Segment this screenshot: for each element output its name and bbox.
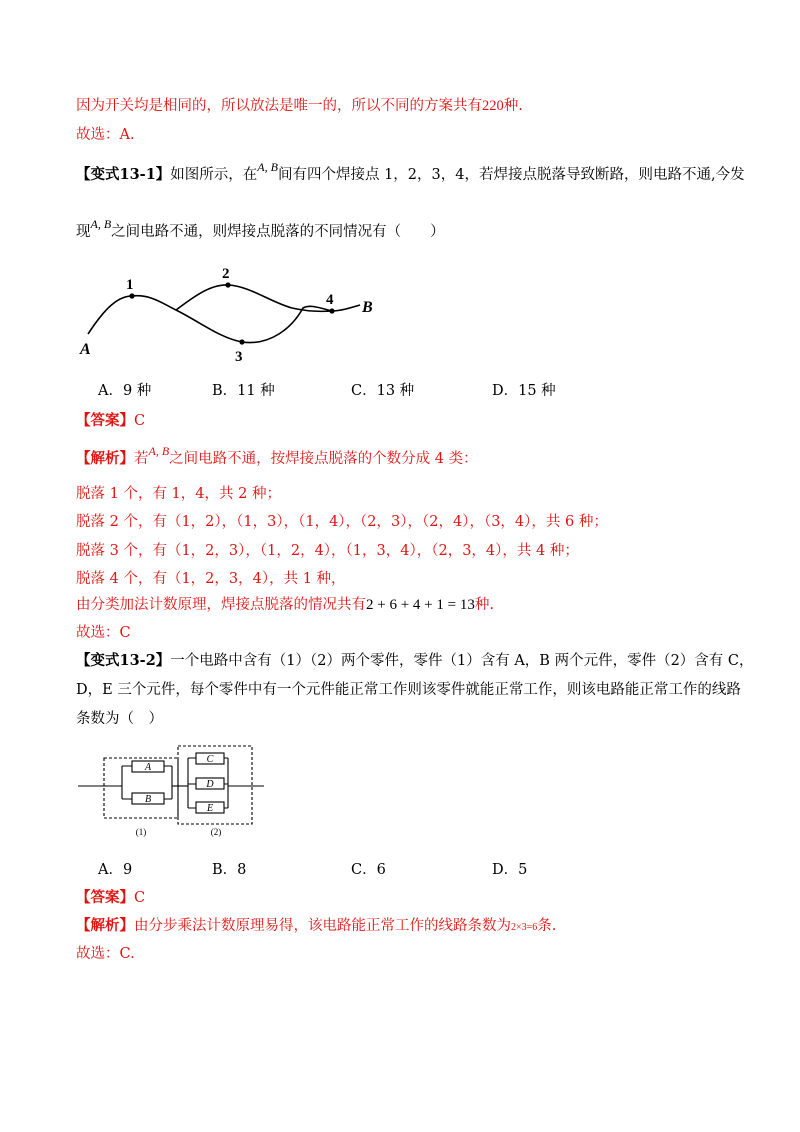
- label-point-3: 3: [235, 349, 243, 365]
- curve-main: [88, 296, 332, 343]
- q2-analysis-math: 2×3=6: [511, 922, 538, 933]
- q2-answer-value: C: [134, 890, 146, 906]
- q1-case-4: 脱落 4 个，有（1，2，3，4），共 1 种，: [76, 571, 346, 587]
- q1-case-2: 脱落 2 个，有（1，2），（1，3），（1，4），（2，3），（2，4），（3，4），共 6 种；: [76, 514, 608, 530]
- q1-tag: 【变式13-1】: [76, 166, 171, 183]
- q1-circuit-figure: [70, 258, 390, 368]
- label-point-1: 1: [126, 277, 134, 293]
- q2-option-c[interactable]: C．6: [351, 862, 386, 878]
- label-point-4: 4: [326, 292, 334, 308]
- label-box-A: A: [144, 762, 152, 773]
- q1-analysis-line: [76, 444, 740, 469]
- q2-analysis-part1: 由分步乘法计数原理易得，该电路能正常工作的线路条数为: [134, 918, 511, 934]
- q1-stem-part2: 间有四个焊接点 1，2，3，4，若焊接点脱落导致断路，则电路不通,今发: [277, 167, 745, 183]
- q1-stem-line1: [76, 160, 745, 185]
- q1-summary-part2: 种.: [474, 597, 494, 613]
- q1-option-c[interactable]: C．13 种: [351, 383, 415, 399]
- q1-analysis-part1: 若: [134, 451, 149, 467]
- q2-option-b[interactable]: B．8: [212, 862, 247, 878]
- q1-summary-part1: 由分类加法计数原理，焊接点脱落的情况共有: [76, 597, 366, 613]
- prev-answer-conclusion: 故选：A.: [76, 127, 135, 143]
- q1-analysis-ab: A, B: [148, 444, 170, 458]
- label-point-2: 2: [222, 266, 230, 282]
- q1-answer-line: [76, 411, 740, 431]
- joint-3: [239, 339, 244, 344]
- q1-conclusion: 故选：C: [76, 625, 131, 641]
- q1-stem-part3: 现: [76, 224, 91, 240]
- q1-option-b[interactable]: B．11 种: [212, 383, 275, 399]
- q1-stem-part4: 之间电路不通，则焊接点脱落的不同情况有（ ）: [111, 224, 445, 240]
- prev-answer-line: [76, 96, 740, 116]
- q2-analysis-tag: 【解析】: [76, 917, 134, 934]
- label-part-2: (2): [210, 827, 222, 837]
- q1-option-d[interactable]: D．15 种: [492, 383, 556, 399]
- q2-stem-line1-text: 一个电路中含有（1）（2）两个零件，零件（1）含有 A，B 两个元件，零件（2）含有 C，: [170, 653, 754, 669]
- q2-analysis-part2: 条.: [537, 918, 557, 934]
- q2-stem-line3: 条数为（ ）: [76, 711, 163, 727]
- joint-1: [129, 293, 134, 298]
- label-box-D: D: [206, 779, 214, 790]
- label-box-B: B: [144, 794, 152, 805]
- q1-analysis-part2: 之间电路不通，按焊接点脱落的个数分成 4 类：: [169, 451, 478, 467]
- prev-answer-number: 220: [482, 98, 504, 114]
- q1-case-1: 脱落 1 个，有 1，4，共 2 种；: [76, 486, 281, 502]
- q1-ab-label-2: A, B: [90, 217, 112, 231]
- q1-option-a[interactable]: A．9 种: [98, 383, 152, 399]
- label-box-E: E: [206, 803, 214, 814]
- q2-answer-line: [76, 888, 740, 908]
- prev-answer-text: 因为开关均是相同的，所以放法是唯一的，所以不同的方案共有: [76, 98, 482, 114]
- q2-option-d[interactable]: D．5: [492, 862, 528, 878]
- q2-stem-line1: [76, 651, 754, 671]
- q2-option-a[interactable]: A．9: [98, 862, 133, 878]
- q2-analysis-line: [76, 916, 740, 938]
- q1-summary-math: 2 + 6 + 4 + 1 = 13: [366, 597, 475, 613]
- q2-stem-line2: D，E 三个元件，每个零件中有一个元件能正常工作则该零件就能正常工作，则该电路能正常工作的线路: [76, 682, 741, 698]
- label-box-C: C: [206, 754, 214, 765]
- joint-4: [329, 308, 334, 313]
- q2-circuit-figure: [76, 744, 276, 842]
- q2-answer-tag: 【答案】: [76, 889, 134, 906]
- q2-tag: 【变式13-2】: [76, 652, 171, 669]
- q1-stem-part1: 如图所示，在: [170, 167, 258, 183]
- q1-stem-line2: [76, 217, 740, 242]
- label-part-1: (1): [135, 827, 147, 837]
- q1-ab-label: A, B: [257, 160, 278, 174]
- joint-2: [225, 282, 230, 287]
- label-A: A: [80, 341, 91, 358]
- q2-conclusion: 故选：C.: [76, 946, 135, 962]
- q1-summary: [76, 595, 740, 615]
- q1-answer-tag: 【答案】: [76, 412, 134, 429]
- q1-analysis-tag: 【解析】: [76, 450, 134, 467]
- q1-case-3: 脱落 3 个，有（1，2，3），（1，2，4），（1，3，4），（2，3，4），共 4 种；: [76, 543, 579, 559]
- label-B: B: [362, 299, 373, 316]
- q1-answer-value: C: [134, 413, 146, 429]
- prev-answer-tail: 种.: [503, 98, 523, 114]
